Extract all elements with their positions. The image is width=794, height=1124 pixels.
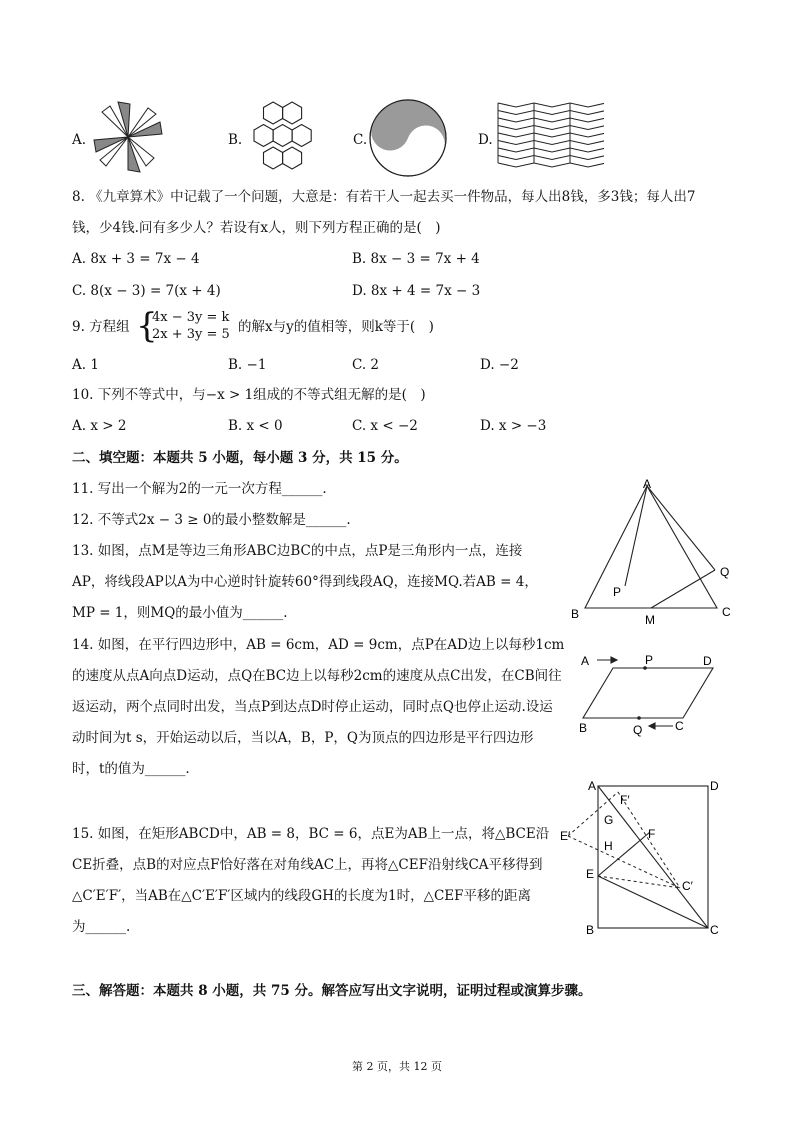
- q7-option-a-label: A.: [72, 132, 87, 148]
- hexagon-cell: [264, 147, 283, 169]
- section-3-heading: 三、解答题：本题共 8 小题，共 75 分。解答应写出文字说明，证明过程或演算步骤。: [72, 983, 592, 999]
- q7-option-c-label: C.: [353, 132, 368, 148]
- fig15-label-c-prime: C′: [682, 879, 693, 893]
- q9-equation-1: 4x − 3y = k: [152, 310, 230, 325]
- zigzag-line: [498, 126, 604, 130]
- q15-figure-rectangle: [558, 776, 728, 938]
- fig15-label-e: E: [586, 867, 595, 881]
- q14-figure-parallelogram: [575, 648, 735, 743]
- section-2-heading: 二、填空题：本题共 5 小题，每小题 3 分，共 15 分。: [72, 450, 408, 466]
- q8-stem-line1: 8. 《九章算术》中记载了一个问题，大意是：有若干人一起去买一件物品，每人出8钱，多3钱；每人出7: [72, 189, 696, 205]
- zigzag-line: [498, 103, 604, 107]
- q11-stem: 11. 写出一个解为2的一元一次方程______.: [72, 481, 327, 497]
- q13-figure-triangle: [565, 478, 745, 628]
- q15-line2: CE折叠，点B的对应点F恰好落在对角线AC上，再将△CEF沿射线CA平移得到: [72, 857, 543, 873]
- fig13-label-p: P: [613, 585, 622, 599]
- q15-line3: △C′E′F′，当AB在△C′E′F′区域内的线段GH的长度为1时，△CEF平移的距离: [72, 888, 532, 904]
- q9-option-a: A. 1: [72, 357, 99, 373]
- q8-option-d: D. 8x + 4 = 7x − 3: [352, 283, 481, 299]
- hexagon-cell: [283, 102, 302, 124]
- q7-figure-c-yinyang: [367, 97, 449, 179]
- hexagon-cell: [292, 125, 311, 147]
- zigzag-line: [498, 163, 604, 167]
- zigzag-line: [498, 148, 604, 152]
- q8-option-b: B. 8x − 3 = 7x + 4: [352, 251, 480, 267]
- q10-stem: 10. 下列不等式中，与−x > 1组成的不等式组无解的是( ): [72, 387, 426, 403]
- zigzag-line: [498, 156, 604, 160]
- hexagon-cell: [273, 125, 292, 147]
- fig15-label-h: H: [604, 839, 613, 853]
- fig13-label-c: C: [722, 605, 731, 619]
- q9-option-c: C. 2: [352, 357, 380, 373]
- fig15-label-a: A: [588, 779, 597, 793]
- q9-suffix: 的解x与y的值相等，则k等于( ): [238, 319, 434, 335]
- zigzag-line: [498, 133, 604, 137]
- hexagon-cell: [254, 125, 273, 147]
- q12-stem: 12. 不等式2x − 3 ≥ 0的最小整数解是______.: [72, 512, 351, 528]
- fig15-label-f: F: [648, 827, 656, 841]
- fig14-label-q: Q: [633, 723, 643, 737]
- q9-prefix: 9. 方程组: [72, 319, 130, 335]
- zigzag-line: [498, 118, 604, 122]
- q15-line1: 15. 如图，在矩形ABCD中，AB = 8，BC = 6，点E为AB上一点，将△BCE沿: [72, 826, 550, 842]
- q8-option-a: A. 8x + 3 = 7x − 4: [72, 251, 200, 267]
- q10-option-d: D. x > −3: [480, 418, 547, 434]
- q9-option-b: B. −1: [228, 357, 267, 373]
- page-footer: 第 2 页，共 12 页: [352, 1060, 442, 1073]
- fig15-label-e-prime: E′: [560, 829, 571, 843]
- zigzag-line: [498, 111, 604, 115]
- q7-figure-d-zigzag: [494, 99, 604, 174]
- fig15-label-d: D: [710, 779, 719, 793]
- fig15-label-b: B: [586, 923, 595, 937]
- q7-figure-a-pinwheel: [88, 100, 168, 175]
- q10-option-a: A. x > 2: [72, 418, 127, 434]
- fig13-label-b: B: [571, 607, 580, 621]
- q8-stem-line2: 钱，少4钱.问有多少人？若设有x人，则下列方程正确的是( ): [72, 220, 441, 236]
- fig15-label-c: C: [710, 923, 719, 937]
- q7-option-b-label: B.: [228, 132, 243, 148]
- q9-option-d: D. −2: [480, 357, 519, 373]
- q10-option-b: B. x < 0: [228, 418, 283, 434]
- q9-brace: {: [136, 306, 158, 346]
- fig14-label-d: D: [703, 654, 712, 668]
- q14-line2: 的速度从点A向点D运动，点Q在BC边上以每秒2cm的速度从点C出发，在CB间往: [72, 668, 562, 684]
- zigzag-line: [498, 141, 604, 145]
- q14-line3: 返运动，两个点同时出发，当点P到达点D时停止运动，同时点Q也停止运动.设运: [72, 699, 553, 715]
- q14-line5: 时，t的值为______.: [72, 761, 190, 777]
- q13-line3: MP = 1，则MQ的最小值为______.: [72, 605, 288, 621]
- q9-equation-2: 2x + 3y = 5: [152, 327, 230, 342]
- q14-line1: 14. 如图，在平行四边形中，AB = 6cm，AD = 9cm，点P在AD边上以每秒1cm: [72, 637, 565, 653]
- hexagon-cell: [283, 147, 302, 169]
- q13-line2: AP，将线段AP以A为中心逆时针旋转60°得到线段AQ，连接MQ.若AB = 4，: [72, 574, 538, 590]
- fig15-label-f-prime: F′: [620, 793, 630, 807]
- fig13-label-q: Q: [720, 565, 730, 579]
- fig14-label-b: B: [579, 721, 588, 735]
- fig14-label-p: P: [645, 653, 654, 667]
- fig14-label-a: A: [581, 654, 590, 668]
- q10-option-c: C. x < −2: [352, 418, 418, 434]
- q7-option-d-label: D.: [478, 132, 493, 148]
- fig13-label-m: M: [645, 613, 655, 627]
- fig14-label-c: C: [675, 719, 684, 733]
- q15-line4: 为______.: [72, 919, 131, 935]
- q8-option-c: C. 8(x − 3) = 7(x + 4): [72, 283, 221, 299]
- hexagon-cell: [264, 102, 283, 124]
- fig15-label-g: G: [604, 813, 614, 827]
- q14-line4: 动时间为t s，开始运动以后，当以A，B，P，Q为顶点的四边形是平行四边形: [72, 730, 534, 746]
- q7-figure-b-hexagons: [242, 97, 322, 177]
- fig13-label-a: A: [643, 478, 652, 491]
- q13-line1: 13. 如图，点M是等边三角形ABC边BC的中点，点P是三角形内一点，连接: [72, 543, 523, 559]
